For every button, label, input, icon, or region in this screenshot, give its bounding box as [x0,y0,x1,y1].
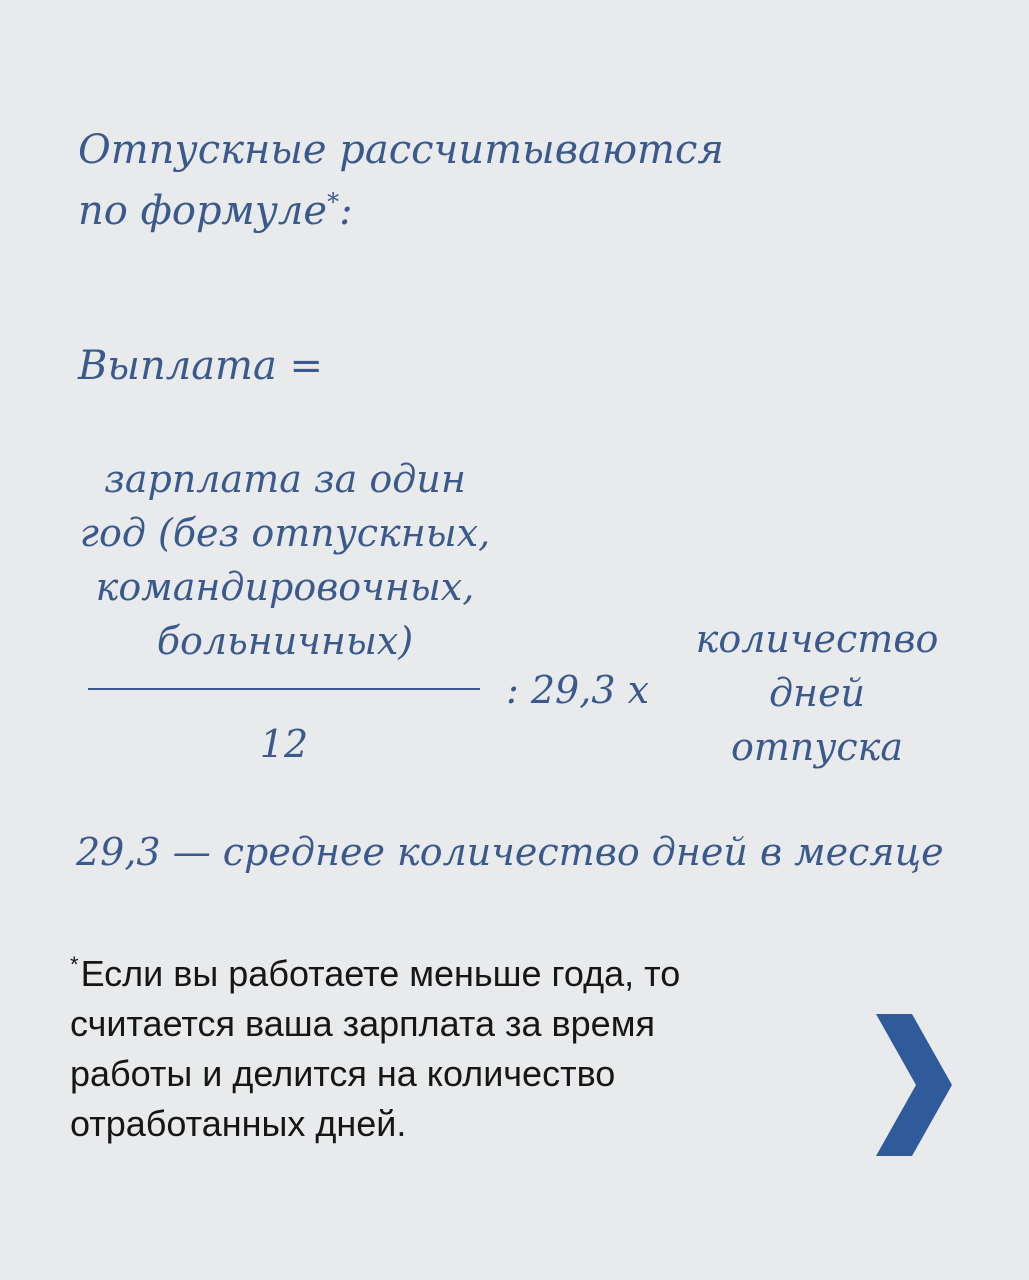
formula-operator: : 29,3 х [506,668,650,712]
days-line-1: количество [695,617,939,661]
formula-vacation-days [672,612,962,774]
fraction-bar [88,688,480,690]
numerator-line-4: больничных) [156,619,414,663]
numerator-line-1: зарплата за один [104,457,466,501]
next-button[interactable] [874,1014,954,1156]
formula-denominator: 12 [259,722,309,766]
heading-line-2-text: по формуле [78,188,328,234]
footnote-asterisk: * [70,952,79,977]
heading-line-2 [78,176,798,237]
heading [78,124,798,237]
payment-label: Выплата = [78,343,324,389]
numerator-line-2: год (без отпускных, [79,511,491,555]
footnote-line-4: отработанных дней. [70,1103,407,1144]
footnote-line-1 [70,940,850,999]
heading-colon: : [339,188,353,234]
numerator-line-3: командировочных, [95,565,475,609]
footnote-line-2: считается ваша зарплата за время [70,1003,655,1044]
formula-numerator [50,452,520,668]
chevron-right-icon [874,1014,954,1156]
footnote [70,940,850,1149]
average-days-note: 29,3 — среднее количество дней в месяце [76,830,944,874]
days-line-3: отпуска [730,725,904,769]
heading-asterisk: * [327,188,340,216]
footnote-line-3: работы и делится на количество [70,1053,616,1094]
days-line-2: дней [768,671,866,715]
footnote-line-1-text: Если вы работаете меньше года, то [80,953,681,994]
heading-line-1: Отпускные рассчитываются [78,127,724,173]
